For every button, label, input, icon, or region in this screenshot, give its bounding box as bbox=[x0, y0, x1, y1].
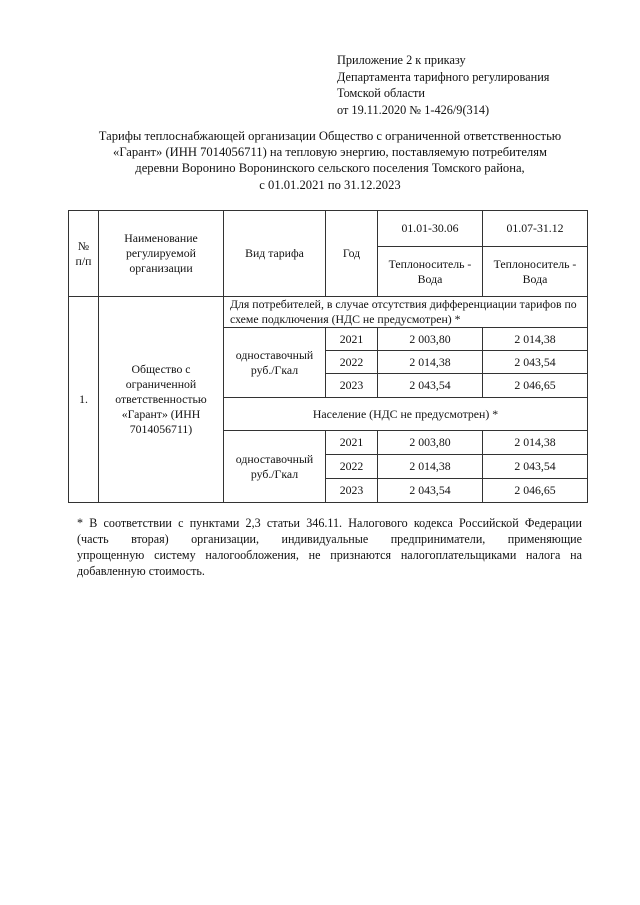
title-line: «Гарант» (ИНН 7014056711) на тепловую энергию, поставляемую потребителям bbox=[113, 145, 547, 160]
year-cell: 2021 bbox=[326, 431, 378, 455]
value-cell: 2 043,54 bbox=[378, 374, 483, 398]
header-year: Год bbox=[326, 211, 378, 297]
year-cell: 2023 bbox=[326, 479, 378, 503]
footnote-line: упрощенную систему налогообложения, не признаются налогоплательщиками налога на bbox=[77, 548, 582, 562]
value-cell: 2 014,38 bbox=[483, 431, 588, 455]
value-cell: 2 014,38 bbox=[483, 328, 588, 351]
value-cell: 2 003,80 bbox=[378, 431, 483, 455]
section-label: Население (НДС не предусмотрен) * bbox=[224, 398, 588, 431]
organization-name: Общество с ограниченной ответственностью «Гарант» (ИНН 7014056711) bbox=[99, 297, 224, 503]
value-cell: 2 043,54 bbox=[483, 455, 588, 479]
value-cell: 2 043,54 bbox=[378, 479, 483, 503]
title-line: Тарифы теплоснабжающей организации Общество с ограниченной ответственностью bbox=[98, 129, 562, 143]
row-number: 1. bbox=[69, 297, 99, 503]
header-carrier-1: Теплоноситель - Вода bbox=[378, 247, 483, 297]
footnote bbox=[77, 515, 582, 579]
header-num: № п/п bbox=[69, 211, 99, 297]
tariff-type-cell: одноставочный руб./Гкал bbox=[224, 328, 326, 398]
footnote-line: * В соответствии с пунктами 2,3 статьи 346.11. Налогового кодекса Российской Федерации bbox=[77, 516, 582, 530]
header-period-1: 01.01-30.06 bbox=[378, 211, 483, 247]
appendix-order-date: от 19.11.2020 № 1-426/9(314) bbox=[337, 102, 490, 117]
appendix-line: Томской области bbox=[337, 86, 425, 100]
tariff-table bbox=[68, 210, 588, 503]
document-title bbox=[60, 128, 600, 193]
value-cell: 2 014,38 bbox=[378, 351, 483, 374]
title-line: деревни Воронино Воронинского сельского поселения Томского района, bbox=[135, 161, 525, 176]
value-cell: 2 043,54 bbox=[483, 351, 588, 374]
year-cell: 2021 bbox=[326, 328, 378, 351]
header-period-2: 01.07-31.12 bbox=[483, 211, 588, 247]
title-period: с 01.01.2021 по 31.12.2023 bbox=[259, 177, 401, 192]
header-org: Наименование регулируемой организации bbox=[99, 211, 224, 297]
appendix-line: Приложение 2 к приказу bbox=[337, 53, 466, 67]
header-tariff-type: Вид тарифа bbox=[224, 211, 326, 297]
appendix-line: Департамента тарифного регулирования bbox=[337, 69, 550, 84]
value-cell: 2 046,65 bbox=[483, 479, 588, 503]
section-label: Для потребителей, в случае отсутствия дифференциации тарифов по схеме подключения (НДС не предусмотрен) * bbox=[224, 297, 588, 328]
year-cell: 2023 bbox=[326, 374, 378, 398]
footnote-line: (часть вторая) организации, индивидуальные предприниматели, применяющие bbox=[77, 532, 582, 546]
header-carrier-2: Теплоноситель - Вода bbox=[483, 247, 588, 297]
value-cell: 2 046,65 bbox=[483, 374, 588, 398]
appendix-header bbox=[337, 52, 549, 118]
value-cell: 2 003,80 bbox=[378, 328, 483, 351]
tariff-type-cell: одноставочный руб./Гкал bbox=[224, 431, 326, 503]
value-cell: 2 014,38 bbox=[378, 455, 483, 479]
year-cell: 2022 bbox=[326, 351, 378, 374]
footnote-line: добавленную стоимость. bbox=[77, 564, 205, 578]
year-cell: 2022 bbox=[326, 455, 378, 479]
